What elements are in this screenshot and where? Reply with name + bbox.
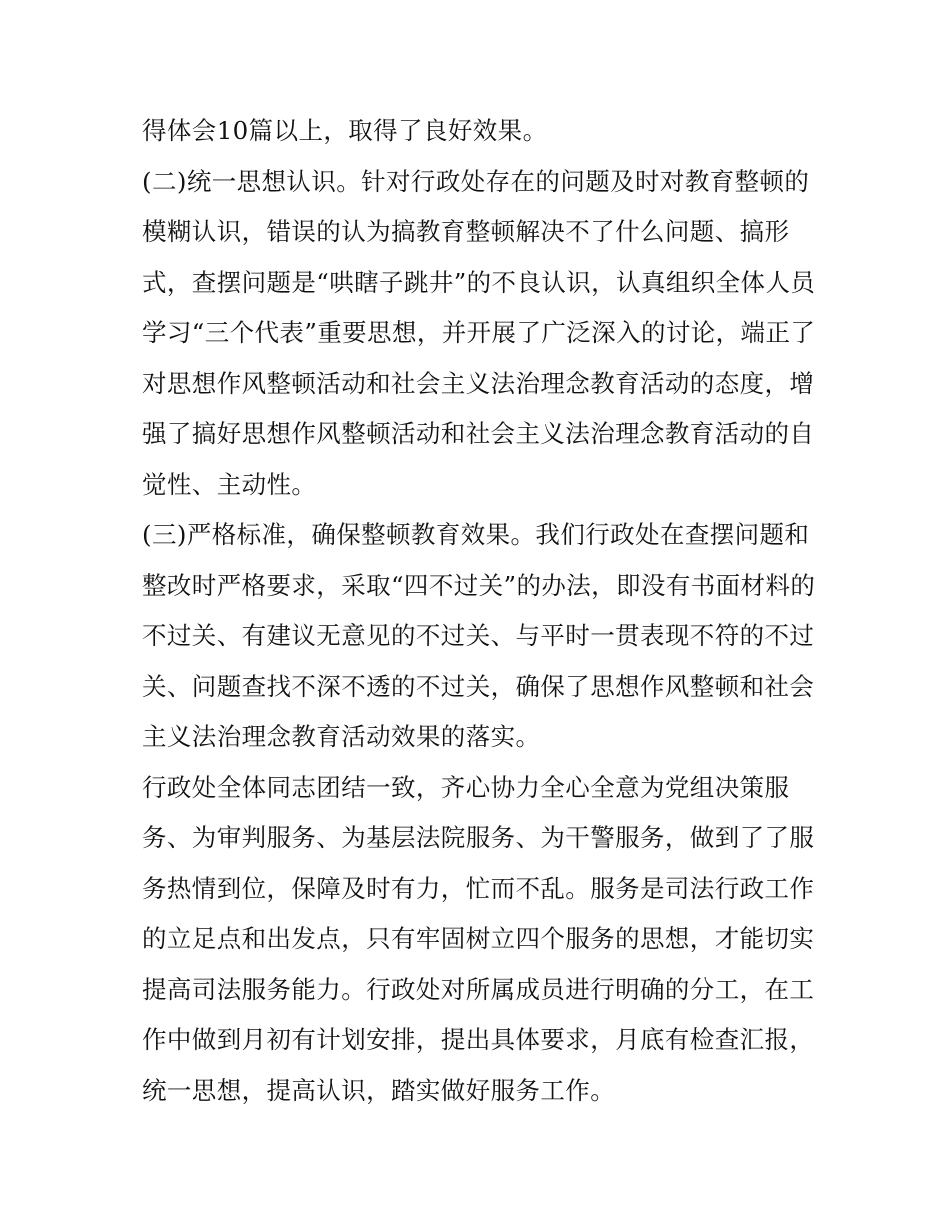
text-line: 模糊认识，错误的认为搞教育整顿解决不了什么问题、搞形 xyxy=(142,217,790,246)
document-body xyxy=(142,106,822,1116)
text-line: 觉性、主动性。 xyxy=(142,469,317,499)
text-line: 不过关、有建议无意见的不过关、与平时一贯表现不符的不过 xyxy=(142,621,815,650)
text-line: (三)严格标准，确保整顿教育效果。我们行政处在查摆问题和 xyxy=(142,520,810,549)
text-line: 主义法治理念教育活动效果的落实。 xyxy=(142,722,541,751)
text-line: 的立足点和出发点，只有牢固树立四个服务的思想，才能切实 xyxy=(142,924,815,953)
text-line: 整改时严格要求，采取“四不过关”的办法，即没有书面材料的 xyxy=(142,570,816,600)
text-line: (二)统一思想认识。针对行政处存在的问题及时对教育整顿的 xyxy=(142,166,810,196)
text-line: 得体会10篇以上，取得了良好效果。 xyxy=(142,116,548,145)
text-line: 关、问题查找不深不透的不过关，确保了思想作风整顿和社会 xyxy=(142,671,815,701)
text-line: 作中做到月初有计划安排，提出具体要求，月底有检查汇报， xyxy=(142,1025,815,1054)
text-line: 式，查摆问题是“哄瞎子跳井”的不良认识，认真组织全体人员 xyxy=(142,267,816,297)
text-line: 统一思想，提高认识，踏实做好服务工作。 xyxy=(142,1075,616,1105)
text-line: 行政处全体同志团结一致，齐心协力全心全意为党组决策服 xyxy=(142,772,790,802)
text-line: 务、为审判服务、为基层法院服务、为干警服务，做到了了服 xyxy=(142,823,815,852)
text-line: 对思想作风整顿活动和社会主义法治理念教育活动的态度，增 xyxy=(142,368,815,398)
text-line: 学习“三个代表”重要思想，并开展了广泛深入的讨论，端正了 xyxy=(142,318,816,347)
text-line: 提高司法服务能力。行政处对所属成员进行明确的分工，在工 xyxy=(142,974,815,1004)
text-line: 务热情到位，保障及时有力，忙而不乱。服务是司法行政工作 xyxy=(142,873,815,903)
text-line: 强了搞好思想作风整顿活动和社会主义法治理念教育活动的自 xyxy=(142,419,815,448)
